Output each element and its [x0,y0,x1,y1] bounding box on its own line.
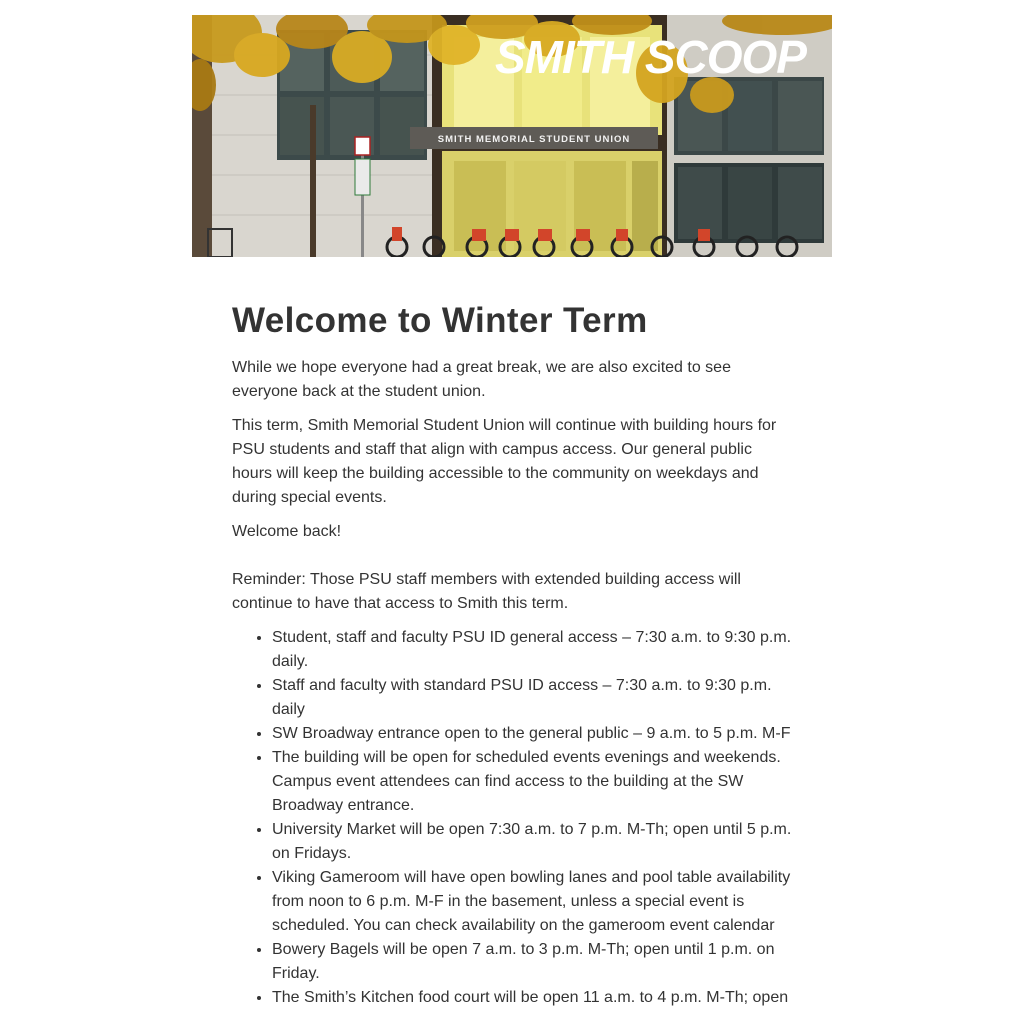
reminder-paragraph: Reminder: Those PSU staff members with extended building access will continue to have that access to Smith this term. [232,571,741,612]
list-item: • The building will be open for scheduled events evenings and weekends. Campus event attendees can find access to the building at the SW Broadway entrance. [272,746,792,818]
article-title: Welcome to Winter Term [232,301,648,340]
hours-list [232,626,792,1010]
paragraph-spacer [232,554,792,568]
list-item: • Staff and faculty with standard PSU ID access – 7:30 a.m. to 9:30 p.m. daily [272,674,792,722]
welcome-back-paragraph: Welcome back! [232,523,342,540]
svg-text:SMITH MEMORIAL STUDENT UNION: SMITH MEMORIAL STUDENT UNION [437,134,631,145]
list-item: • University Market will be open 7:30 a.m. to 7 p.m. M-Th; open until 5 p.m. on Fridays. [272,818,792,866]
intro-paragraph: While we hope everyone had a great break, we are also excited to see everyone back at the student union. [232,359,731,400]
building-hours-paragraph: This term, Smith Memorial Student Union will continue with building hours for PSU students and staff that align with campus access. Our general public hours will keep the building accessible to the community on weekdays and during special events. [232,417,777,506]
list-item: • SW Broadway entrance open to the general public – 9 a.m. to 5 p.m. M-F [272,722,792,746]
header-banner-image [192,15,832,257]
article [232,300,792,1010]
smith-scoop-logo: SMITH SCOOP [494,31,806,83]
list-item: • Bowery Bagels will be open 7 a.m. to 3 p.m. M-Th; open until 1 p.m. on Friday. [272,938,792,986]
list-item: • Viking Gameroom will have open bowling lanes and pool table availability from noon to 6 p.m. M-F in the basement, unless a special event is scheduled. You can check availability on the gameroom event calendar [272,866,792,938]
list-item: • Student, staff and faculty PSU ID general access – 7:30 a.m. to 9:30 p.m. daily. [272,626,792,674]
list-item: • The Smith’s Kitchen food court will be open 11 a.m. to 4 p.m. M-Th; open [272,986,792,1010]
